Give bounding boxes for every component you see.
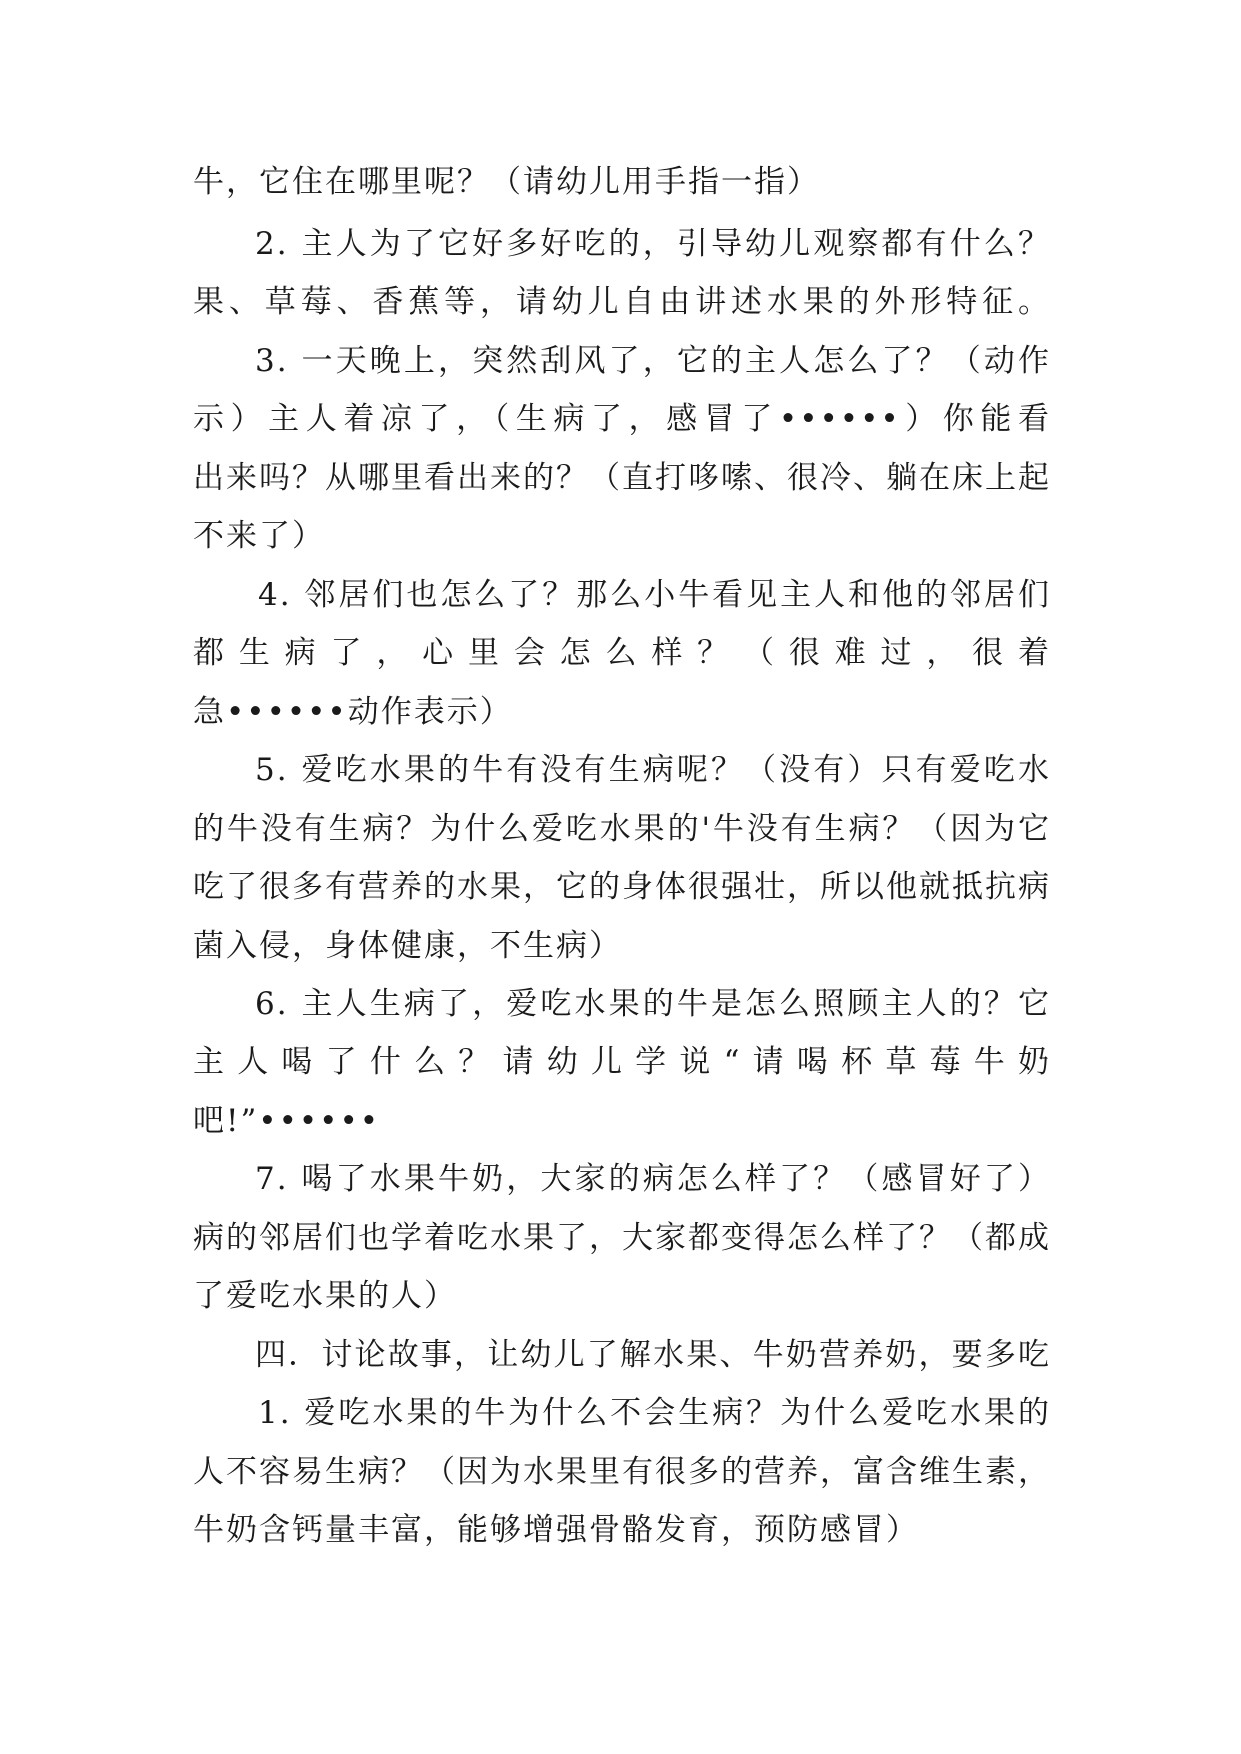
text-line: 急••••••动作表示） xyxy=(193,694,513,730)
text-line: 菌入侵，身体健康，不生病） xyxy=(193,928,622,964)
text-line: 了爱吃水果的人） xyxy=(193,1278,457,1314)
text-line: 示）主人着凉了，（生病了，感冒了••••••）你能看 xyxy=(193,401,1051,437)
text-line: 四．讨论故事，让幼儿了解水果、牛奶营养奶，要多吃 xyxy=(255,1337,1051,1373)
text-line: 3. 一天晚上，突然刮风了，它的主人怎么了？（动作 xyxy=(255,343,1051,379)
text-line: 都生病了，心里会怎么样？（很难过，很着 xyxy=(193,635,1051,671)
text-line: 人不容易生病？（因为水果里有很多的营养，富含维生素， xyxy=(193,1454,1051,1490)
text-line: 6. 主人生病了，爱吃水果的牛是怎么照顾主人的？它 xyxy=(255,986,1051,1022)
text-line: 吃了很多有营养的水果，它的身体很强壮，所以他就抵抗病 xyxy=(193,869,1051,905)
text-line: 1. 爱吃水果的牛为什么不会生病？为什么爱吃水果的 xyxy=(258,1395,1051,1431)
text-line: 病的邻居们也学着吃水果了，大家都变得怎么样了？（都成 xyxy=(193,1220,1051,1256)
text-line: 4. 邻居们也怎么了？那么小牛看见主人和他的邻居们 xyxy=(258,577,1051,613)
text-line: 果、草莓、香蕉等，请幼儿自由讲述水果的外形特征。 xyxy=(193,284,1051,320)
text-line: 牛，它住在哪里呢？（请幼儿用手指一指） xyxy=(193,164,820,200)
text-line: 吧!”•••••• xyxy=(193,1103,381,1139)
text-line: 5. 爱吃水果的牛有没有生病呢？（没有）只有爱吃水 xyxy=(255,752,1051,788)
text-line: 牛奶含钙量丰富，能够增强骨骼发育，预防感冒） xyxy=(193,1512,919,1548)
text-line: 出来吗？从哪里看出来的？（直打哆嗦、很冷、躺在床上起 xyxy=(193,460,1051,496)
text-line: 不来了） xyxy=(193,518,325,554)
text-line: 主人喝了什么？请幼儿学说“请喝杯草莓牛奶 xyxy=(193,1044,1051,1080)
text-line: 的牛没有生病？为什么爱吃水果的'牛没有生病？（因为它 xyxy=(193,811,1051,847)
text-line: 2. 主人为了它好多好吃的，引导幼儿观察都有什么？ xyxy=(255,226,1051,262)
text-line: 7. 喝了水果牛奶，大家的病怎么样了？（感冒好了） xyxy=(255,1161,1051,1197)
